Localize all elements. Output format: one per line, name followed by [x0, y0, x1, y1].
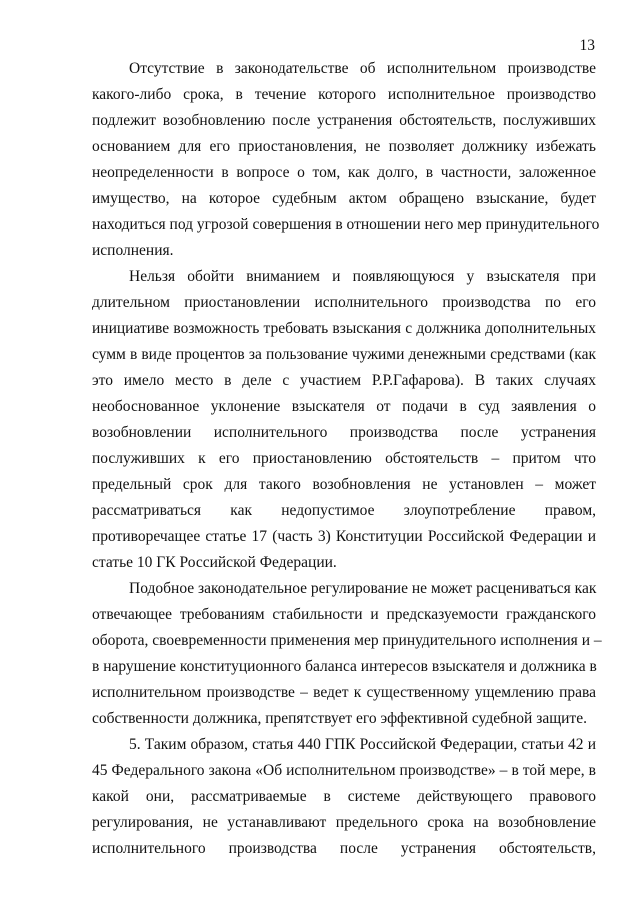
- text-line: 45 Федерального закона «Об исполнительном производстве» – в той мере, в: [92, 762, 596, 779]
- text-line: Подобное законодательное регулирование не может расцениваться как: [129, 580, 597, 597]
- text-line: рассматриваться как недопустимое злоупотребление правом,: [92, 502, 596, 519]
- text-line: в нарушение конституционного баланса интересов взыскателя и должника в: [92, 658, 597, 675]
- text-line: Отсутствие в законодательстве об исполнительном производстве: [129, 60, 596, 77]
- text-line: оборота, своевременности применения мер принудительного исполнения и –: [92, 632, 602, 649]
- paragraph-absence-of-term: [92, 56, 600, 264]
- document-body: [92, 56, 602, 862]
- text-line: основанием для его приостановления, не позволяет должнику избежать: [92, 138, 596, 155]
- text-line: это имело место в деле с участием Р.Р.Гафарова). В таких случаях: [92, 372, 596, 389]
- text-line: имущество, на которое судебным актом обращено взыскание, будет: [92, 190, 596, 207]
- paragraph-interest-claims: [92, 264, 596, 576]
- text-line: подлежит возобновлению после устранения обстоятельств, послуживших: [92, 112, 596, 129]
- text-line: сумм в виде процентов за пользование чужими денежными средствами (как: [92, 346, 596, 363]
- text-line: послуживших к его приостановлению обстоятельств – притом что: [92, 450, 596, 467]
- text-line: регулирования, не устанавливают предельного срока на возобновление: [92, 814, 596, 831]
- page-number: 13: [579, 37, 595, 54]
- text-line: исполнительном производстве – ведет к существенному ущемлению права: [92, 684, 596, 701]
- paragraph-conclusion-point-5: [92, 732, 596, 862]
- text-line: противоречащее статье 17 (часть 3) Конституции Российской Федерации и: [92, 528, 596, 545]
- text-line: какого-либо срока, в течение которого исполнительное производство: [92, 86, 596, 103]
- text-line: Нельзя обойти вниманием и появляющуюся у взыскателя при: [129, 268, 596, 285]
- paragraph-regulation-assessment: [92, 576, 602, 732]
- text-line: 5. Таким образом, статья 440 ГПК Российской Федерации, статьи 42 и: [129, 736, 596, 753]
- text-line: возобновлении исполнительного производства после устранения: [92, 424, 596, 441]
- text-line: исполнительного производства после устранения обстоятельств,: [92, 840, 596, 857]
- text-line: собственности должника, препятствует его эффективной судебной защите.: [92, 710, 587, 727]
- text-line: статье 10 ГК Российской Федерации.: [92, 554, 337, 571]
- text-line: инициативе возможность требовать взыскания с должника дополнительных: [92, 320, 596, 337]
- text-line: находиться под угрозой совершения в отношении него мер принудительного: [92, 216, 600, 233]
- text-line: длительном приостановлении исполнительного производства по его: [92, 294, 596, 311]
- text-line: исполнения.: [92, 242, 174, 259]
- text-line: предельный срок для такого возобновления не установлен – может: [92, 476, 596, 493]
- text-line: какой они, рассматриваемые в системе действующего правового: [92, 788, 596, 805]
- text-line: отвечающее требованиям стабильности и предсказуемости гражданского: [92, 606, 596, 623]
- text-line: неопределенности в вопросе о том, как долго, в частности, заложенное: [92, 164, 596, 181]
- text-line: необоснованное уклонение взыскателя от подачи в суд заявления о: [92, 398, 596, 415]
